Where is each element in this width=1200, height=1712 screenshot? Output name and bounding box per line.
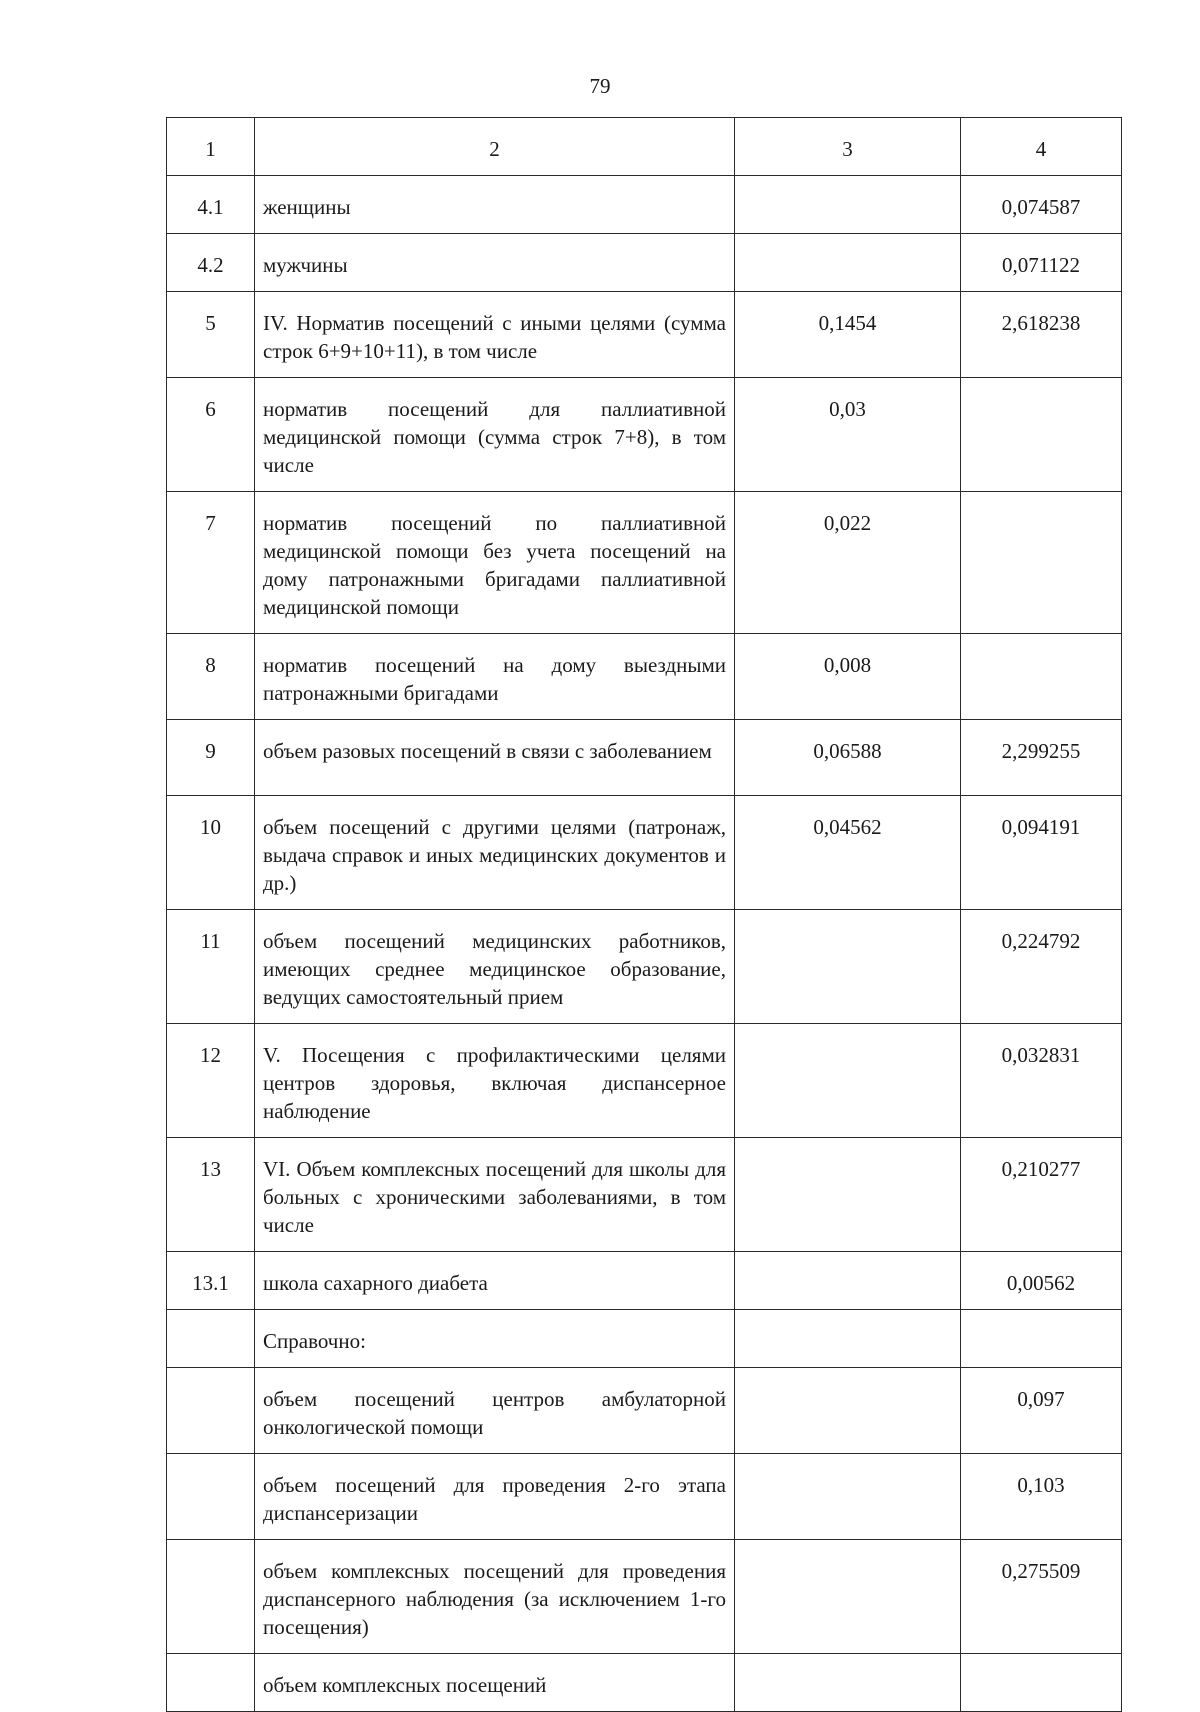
table-body — [167, 118, 1122, 1712]
row-column4-cell: 0,097 — [961, 1368, 1122, 1454]
row-column3-cell — [735, 1024, 961, 1138]
table-header-row — [167, 118, 1122, 176]
row-column3-cell — [735, 1654, 961, 1712]
table-row — [167, 910, 1122, 1024]
row-column4-cell: 2,618238 — [961, 292, 1122, 378]
row-column4-cell: 0,00562 — [961, 1252, 1122, 1310]
data-table — [166, 117, 1122, 1712]
row-number-cell — [167, 1310, 255, 1368]
row-column3-cell — [735, 1368, 961, 1454]
row-description-cell: объем посещений медицинских работников, имеющих среднее медицинское образование, ведущих самостоятельный прием — [255, 910, 735, 1024]
row-column3-cell: 0,022 — [735, 492, 961, 634]
row-number-cell: 7 — [167, 492, 255, 634]
table-row — [167, 634, 1122, 720]
row-number-cell — [167, 1454, 255, 1540]
row-description-cell: V. Посещения с профилактическими целями центров здоровья, включая диспансерное наблюдение — [255, 1024, 735, 1138]
row-number-cell — [167, 1540, 255, 1654]
row-column4-cell: 0,032831 — [961, 1024, 1122, 1138]
header-cell-3: 3 — [735, 118, 961, 176]
row-column4-cell: 2,299255 — [961, 720, 1122, 796]
row-column4-cell: 0,103 — [961, 1454, 1122, 1540]
row-number-cell: 13.1 — [167, 1252, 255, 1310]
row-column4-cell: 0,071122 — [961, 234, 1122, 292]
row-description-cell: объем посещений с другими целями (патронаж, выдача справок и иных медицинских документов и др.) — [255, 796, 735, 910]
row-column3-cell — [735, 910, 961, 1024]
row-number-cell: 13 — [167, 1138, 255, 1252]
row-number-cell: 5 — [167, 292, 255, 378]
table-row — [167, 1138, 1122, 1252]
row-number-cell: 10 — [167, 796, 255, 910]
row-column4-cell: 0,074587 — [961, 176, 1122, 234]
table-row — [167, 378, 1122, 492]
row-column4-cell: 0,210277 — [961, 1138, 1122, 1252]
row-column4-cell — [961, 1654, 1122, 1712]
row-description-cell: VI. Объем комплексных посещений для школы для больных с хроническими заболеваниями, в том числе — [255, 1138, 735, 1252]
row-column4-cell — [961, 1310, 1122, 1368]
row-column3-cell — [735, 1252, 961, 1310]
row-column3-cell: 0,03 — [735, 378, 961, 492]
row-description-cell: норматив посещений по паллиативной медицинской помощи без учета посещений на дому патронажными бригадами паллиативной медицинской помощи — [255, 492, 735, 634]
row-number-cell: 6 — [167, 378, 255, 492]
row-column4-cell: 0,275509 — [961, 1540, 1122, 1654]
row-column3-cell — [735, 1540, 961, 1654]
row-description-cell: норматив посещений для паллиативной медицинской помощи (сумма строк 7+8), в том числе — [255, 378, 735, 492]
row-description-cell: школа сахарного диабета — [255, 1252, 735, 1310]
row-column3-cell: 0,008 — [735, 634, 961, 720]
row-number-cell: 4.1 — [167, 176, 255, 234]
table-row — [167, 1540, 1122, 1654]
table-row — [167, 1310, 1122, 1368]
row-description-cell: IV. Норматив посещений с иными целями (сумма строк 6+9+10+11), в том числе — [255, 292, 735, 378]
row-column3-cell — [735, 176, 961, 234]
table-row — [167, 1654, 1122, 1712]
header-cell-1: 1 — [167, 118, 255, 176]
table-row — [167, 176, 1122, 234]
row-number-cell — [167, 1654, 255, 1712]
row-column3-cell — [735, 234, 961, 292]
table-row — [167, 1368, 1122, 1454]
row-description-cell: мужчины — [255, 234, 735, 292]
row-description-cell: объем посещений центров амбулаторной онкологической помощи — [255, 1368, 735, 1454]
row-number-cell: 8 — [167, 634, 255, 720]
table-row — [167, 720, 1122, 796]
row-column3-cell: 0,04562 — [735, 796, 961, 910]
row-description-cell: женщины — [255, 176, 735, 234]
row-column4-cell: 0,094191 — [961, 796, 1122, 910]
row-number-cell: 11 — [167, 910, 255, 1024]
table-row — [167, 234, 1122, 292]
table-row — [167, 492, 1122, 634]
table-row — [167, 292, 1122, 378]
header-cell-2: 2 — [255, 118, 735, 176]
page-number: 79 — [589, 74, 611, 98]
row-description-cell: объем посещений для проведения 2-го этапа диспансеризации — [255, 1454, 735, 1540]
header-cell-4: 4 — [961, 118, 1122, 176]
table-row — [167, 1024, 1122, 1138]
row-number-cell — [167, 1368, 255, 1454]
row-description-cell: объем комплексных посещений для проведения диспансерного наблюдения (за исключением 1-го посещения) — [255, 1540, 735, 1654]
row-description-cell: Справочно: — [255, 1310, 735, 1368]
row-column4-cell — [961, 634, 1122, 720]
row-column3-cell — [735, 1454, 961, 1540]
row-column3-cell — [735, 1138, 961, 1252]
table-row — [167, 1454, 1122, 1540]
row-column4-cell: 0,224792 — [961, 910, 1122, 1024]
row-column4-cell — [961, 492, 1122, 634]
table-row — [167, 796, 1122, 910]
row-column3-cell: 0,06588 — [735, 720, 961, 796]
table-row — [167, 1252, 1122, 1310]
row-description-cell: норматив посещений на дому выездными патронажными бригадами — [255, 634, 735, 720]
row-number-cell: 9 — [167, 720, 255, 796]
row-description-cell: объем разовых посещений в связи с заболеванием — [255, 720, 735, 796]
row-column3-cell: 0,1454 — [735, 292, 961, 378]
row-description-cell: объем комплексных посещений — [255, 1654, 735, 1712]
row-number-cell: 12 — [167, 1024, 255, 1138]
row-column4-cell — [961, 378, 1122, 492]
row-number-cell: 4.2 — [167, 234, 255, 292]
row-column3-cell — [735, 1310, 961, 1368]
